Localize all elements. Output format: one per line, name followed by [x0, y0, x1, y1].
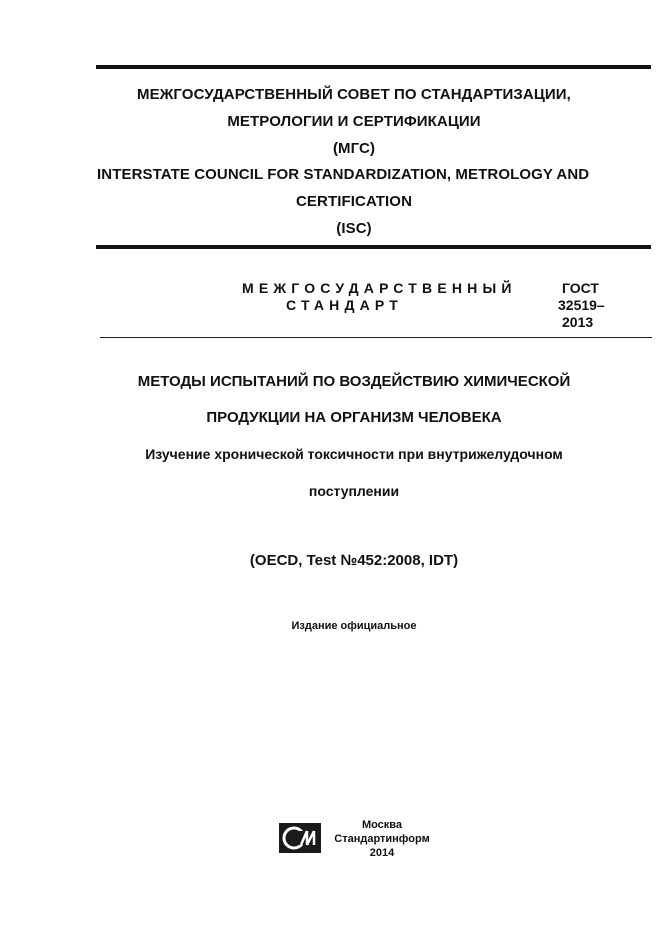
- council-en-line1: INTERSTATE COUNCIL FOR STANDARDIZATION, METROLOGY AND: [97, 166, 590, 183]
- document-subtitle-line1: Изучение хронической токсичности при внутрижелудочном: [145, 446, 563, 462]
- gost-label: ГОСТ: [562, 280, 599, 296]
- document-title-line1: МЕТОДЫ ИСПЫТАНИЙ ПО ВОЗДЕЙСТВИЮ ХИМИЧЕСКОЙ: [137, 373, 571, 390]
- top-rule: [96, 65, 651, 69]
- standard-label-line2: СТАНДАРТ: [286, 297, 404, 313]
- document-reference: (OECD, Test №452:2008, IDT): [249, 552, 459, 569]
- publisher-name: Стандартинформ: [334, 833, 430, 845]
- publisher-block: [327, 818, 437, 860]
- standard-label-line1: МЕЖГОСУДАРСТВЕННЫЙ: [242, 280, 517, 296]
- council-ru-line2: МЕТРОЛОГИИ И СЕРТИФИКАЦИИ: [227, 113, 481, 130]
- edition-label: Издание официальное: [291, 620, 417, 632]
- publisher-year: 2014: [369, 847, 395, 859]
- logo-graphic: [279, 823, 321, 853]
- council-en-abbr: (ISC): [336, 220, 372, 237]
- document-title-line2: ПРОДУКЦИИ НА ОРГАНИЗМ ЧЕЛОВЕКА: [206, 409, 502, 426]
- publisher-city: Москва: [361, 819, 403, 831]
- standard-rule: [100, 337, 652, 338]
- document-subtitle-line2: поступлении: [308, 483, 400, 499]
- council-ru-abbr: (МГС): [332, 140, 376, 157]
- council-en-line2: CERTIFICATION: [295, 193, 412, 210]
- header-bottom-rule: [96, 245, 651, 249]
- gost-year: 2013: [562, 314, 594, 330]
- council-ru-line1: МЕЖГОСУДАРСТВЕННЫЙ СОВЕТ ПО СТАНДАРТИЗАЦИИ,: [137, 86, 571, 103]
- gost-number: 32519–: [558, 297, 605, 313]
- standartinform-logo-icon: [279, 823, 321, 853]
